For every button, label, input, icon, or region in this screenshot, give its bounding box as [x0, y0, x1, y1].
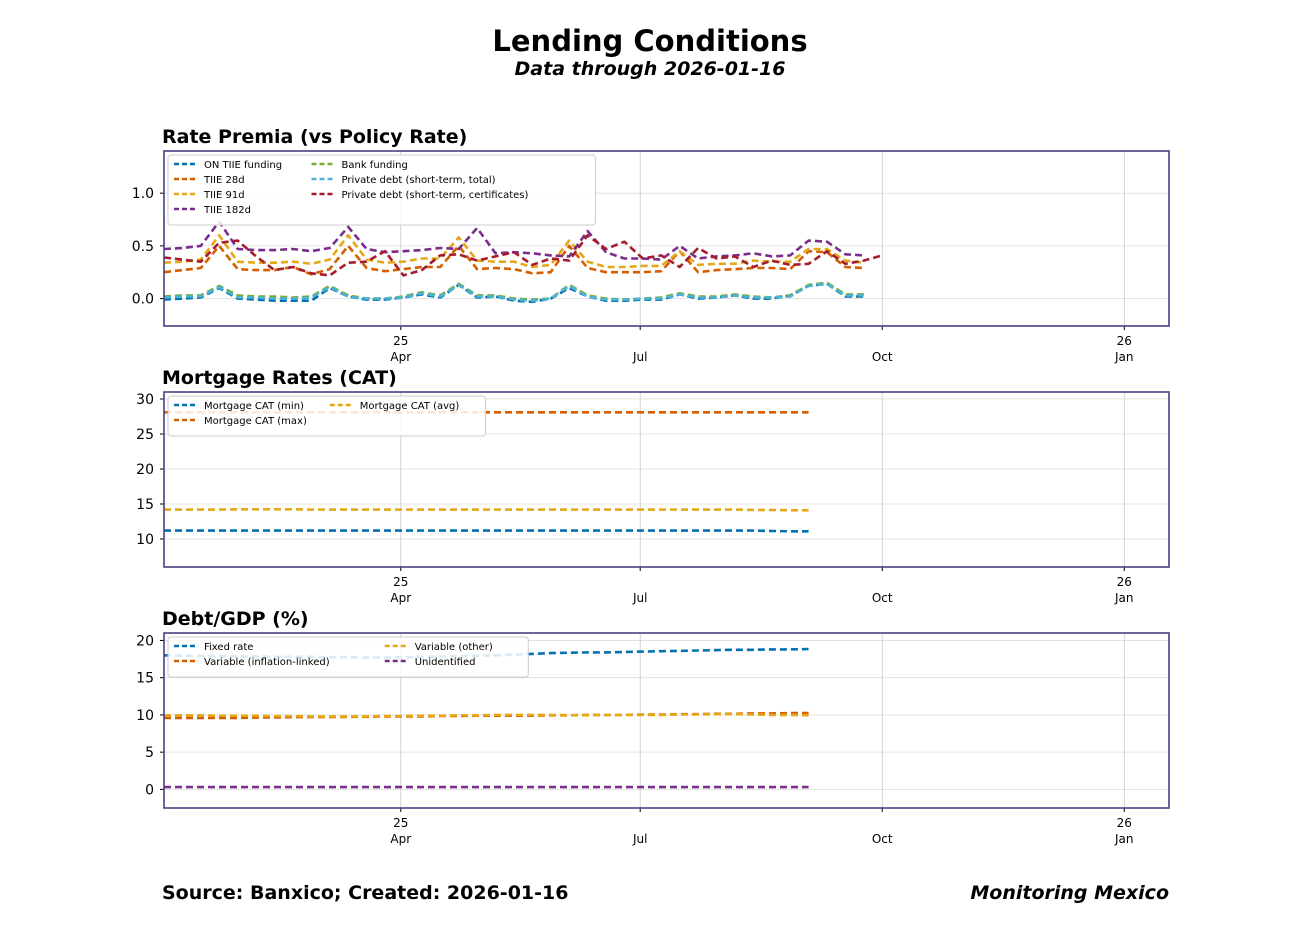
- legend-label: TIIE 28d: [204, 175, 245, 186]
- y-tick-label: 5: [145, 745, 154, 762]
- y-tick-label: 0.0: [131, 291, 154, 308]
- x-tick-month-label: Apr: [390, 350, 412, 364]
- x-tick-month-label: Jul: [632, 832, 648, 846]
- y-tick-label: 1.0: [131, 186, 154, 203]
- y-tick-label: 15: [136, 670, 154, 687]
- x-tick-month-label: Apr: [390, 591, 412, 605]
- y-tick-label: 20: [136, 462, 154, 478]
- x-tick-month-label: Apr: [390, 832, 412, 846]
- y-tick-label: 30: [136, 392, 154, 408]
- x-tick-year-label: 26: [1116, 575, 1132, 589]
- y-tick-label: 20: [136, 633, 154, 650]
- y-tick-label: 25: [136, 427, 154, 443]
- page-subtitle: Data through 2026-01-16: [514, 58, 786, 80]
- legend-label: Variable (other): [414, 642, 493, 653]
- footer-source: Source: Banxico; Created: 2026-01-16: [162, 882, 569, 904]
- x-tick-year-label: 25: [393, 816, 409, 830]
- legend: [168, 637, 528, 677]
- legend-label: Private debt (short-term, certificates): [341, 190, 529, 201]
- legend-label: Unidentified: [414, 657, 476, 668]
- x-tick-month-label: Jul: [632, 350, 648, 364]
- y-tick-label: 0.5: [131, 238, 154, 255]
- legend-label: Mortgage CAT (min): [204, 401, 304, 412]
- legend-label: Variable (inflation-linked): [204, 657, 330, 668]
- legend-label: Private debt (short-term, total): [341, 175, 496, 186]
- x-tick-year-label: 26: [1116, 334, 1132, 348]
- legend-label: Mortgage CAT (max): [204, 416, 307, 427]
- x-tick-year-label: 25: [393, 334, 409, 348]
- legend-label: ON TIIE funding: [204, 160, 283, 171]
- legend-label: Mortgage CAT (avg): [359, 401, 460, 412]
- y-tick-label: 0: [145, 782, 154, 799]
- x-tick-month-label: Jul: [632, 591, 648, 605]
- legend-label: Fixed rate: [204, 642, 254, 653]
- page-title: Lending Conditions: [492, 24, 808, 58]
- x-tick-month-label: Oct: [871, 350, 893, 364]
- footer-brand: Monitoring Mexico: [970, 882, 1169, 904]
- panel-title: Debt/GDP (%): [162, 608, 309, 630]
- x-tick-month-label: Jan: [1115, 350, 1134, 364]
- x-tick-year-label: 25: [393, 575, 409, 589]
- legend-label: Bank funding: [341, 160, 408, 171]
- x-tick-month-label: Oct: [871, 591, 893, 605]
- x-tick-month-label: Jan: [1115, 591, 1134, 605]
- x-tick-month-label: Oct: [871, 832, 893, 846]
- y-tick-label: 15: [136, 497, 154, 513]
- legend-label: TIIE 182d: [204, 205, 251, 216]
- panel-title: Mortgage Rates (CAT): [162, 367, 397, 389]
- x-tick-year-label: 26: [1116, 816, 1132, 830]
- y-tick-label: 10: [136, 532, 154, 548]
- panel-title: Rate Premia (vs Policy Rate): [162, 126, 468, 148]
- x-tick-month-label: Jan: [1115, 832, 1134, 846]
- legend-label: TIIE 91d: [204, 190, 245, 201]
- y-tick-label: 10: [136, 707, 154, 724]
